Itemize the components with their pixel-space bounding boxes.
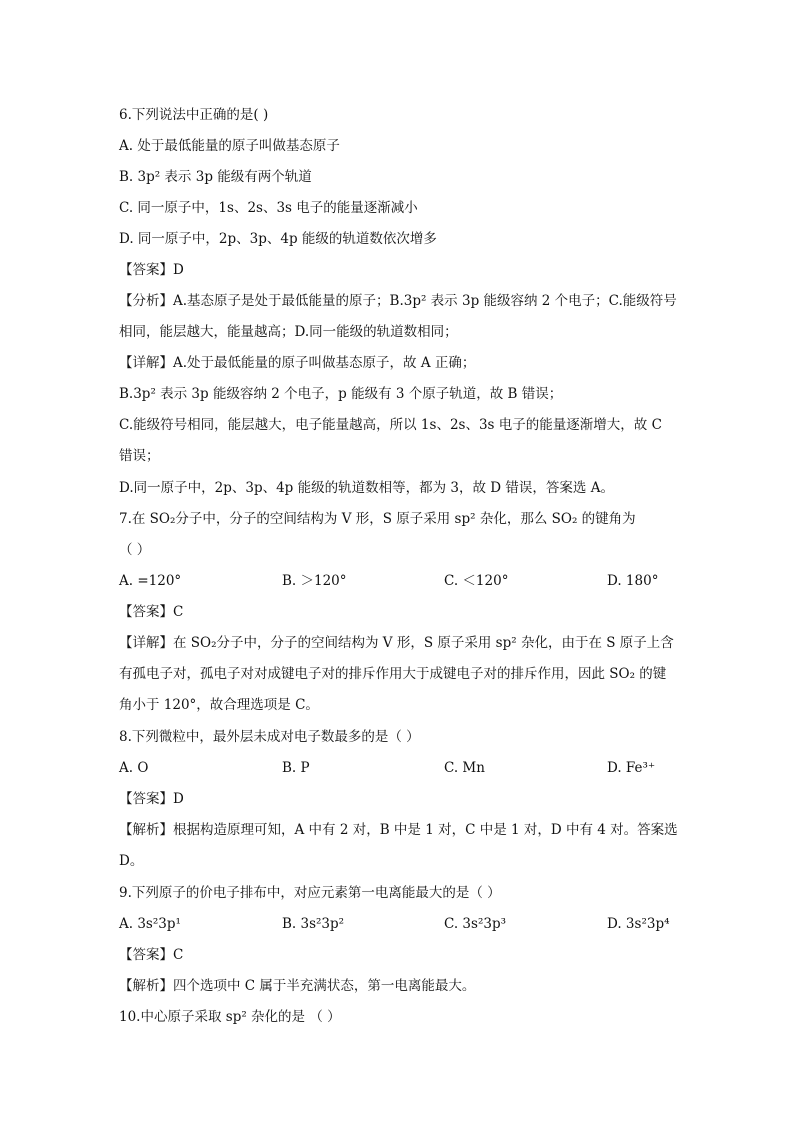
question-7-answer: 【答案】C (119, 604, 184, 620)
question-9-answer: 【答案】C (119, 947, 184, 963)
question-6-option-c: C. 同一原子中，1s、2s、3s 电子的能量逐渐减小 (119, 200, 418, 216)
question-9-analysis: 【解析】四个选项中 C 属于半充满状态，第一电离能最大。 (119, 978, 476, 994)
question-9-option-b: B. 3s²3p² (282, 916, 345, 932)
question-7-stem-line-1: 7.在 SO₂分子中，分子的空间结构为 V 形，S 原子采用 sp² 杂化，那么 SO₂ 的键角为 (119, 511, 636, 527)
question-7-option-b: B. ＞120° (282, 573, 347, 589)
question-8-option-c: C. Mn (444, 760, 485, 776)
question-6-analysis-line-1: 【分析】A.基态原子是处于最低能量的原子；B.3p² 表示 3p 能级容纳 2 个电子；C.能级符号 (119, 293, 677, 309)
question-6-detail-line-1: 【详解】A.处于最低能量的原子叫做基态原子，故 A 正确； (119, 355, 476, 371)
question-7-option-d: D. 180° (607, 573, 659, 589)
question-7-detail-line-1: 【详解】在 SO₂分子中，分子的空间结构为 V 形，S 原子采用 sp² 杂化，由于在 S 原子上含 (119, 635, 674, 651)
question-10-stem: 10.中心原子采取 sp² 杂化的是 （ ） (119, 1009, 341, 1025)
question-6-analysis-line-2: 相同，能层越大，能量越高；D.同一能级的轨道数相同； (119, 324, 458, 340)
question-7-detail-line-3: 角小于 120°，故合理选项是 C。 (119, 697, 319, 713)
question-8-option-a: A. O (119, 760, 149, 776)
question-6-option-a: A. 处于最低能量的原子叫做基态原子 (119, 138, 340, 154)
question-9-option-a: A. 3s²3p¹ (119, 916, 181, 932)
question-6-option-d: D. 同一原子中，2p、3p、4p 能级的轨道数依次增多 (119, 231, 437, 247)
question-8-option-b: B. P (282, 760, 310, 776)
question-8-analysis-line-1: 【解析】根据构造原理可知，A 中有 2 对，B 中是 1 对，C 中是 1 对，D 中有 4 对。答案选 (119, 822, 678, 838)
question-7-options (119, 571, 679, 591)
question-9-options (119, 914, 679, 934)
question-6-detail-line-4: 错误； (119, 448, 160, 464)
question-9-option-c: C. 3s²3p³ (444, 916, 507, 932)
question-9-stem: 9.下列原子的价电子排布中，对应元素第一电离能最大的是（ ） (119, 885, 501, 901)
question-8-option-d: D. Fe³⁺ (607, 760, 656, 776)
question-6-detail-line-5: D.同一原子中，2p、3p、4p 能级的轨道数相等，都为 3，故 D 错误，答案选 A。 (119, 480, 614, 496)
question-6-stem: 6.下列说法中正确的是( ) (119, 107, 269, 123)
question-7-option-c: C. ＜120° (444, 573, 509, 589)
question-8-options (119, 758, 679, 778)
question-6-detail-line-2: B.3p² 表示 3p 能级容纳 2 个电子，p 能级有 3 个原子轨道，故 B 错误； (119, 386, 563, 402)
question-7-stem-line-2: （ ） (119, 542, 151, 558)
question-7-detail-line-2: 有孤电子对，孤电子对对成键电子对的排斥作用大于成键电子对的排斥作用，因此 SO₂ 的键 (119, 666, 667, 682)
question-6-option-b: B. 3p² 表示 3p 能级有两个轨道 (119, 169, 312, 185)
question-8-stem: 8.下列微粒中，最外层未成对电子数最多的是（ ） (119, 729, 420, 745)
question-8-answer: 【答案】D (119, 791, 184, 807)
question-7-option-a: A. =120° (119, 573, 182, 589)
question-8-analysis-line-2: D。 (119, 853, 144, 869)
question-6-answer: 【答案】D (119, 262, 184, 278)
question-6-detail-line-3: C.能级符号相同，能层越大，电子能量越高，所以 1s、2s、3s 电子的能量逐渐增大，故 C (119, 417, 662, 433)
question-9-option-d: D. 3s²3p⁴ (607, 916, 670, 932)
